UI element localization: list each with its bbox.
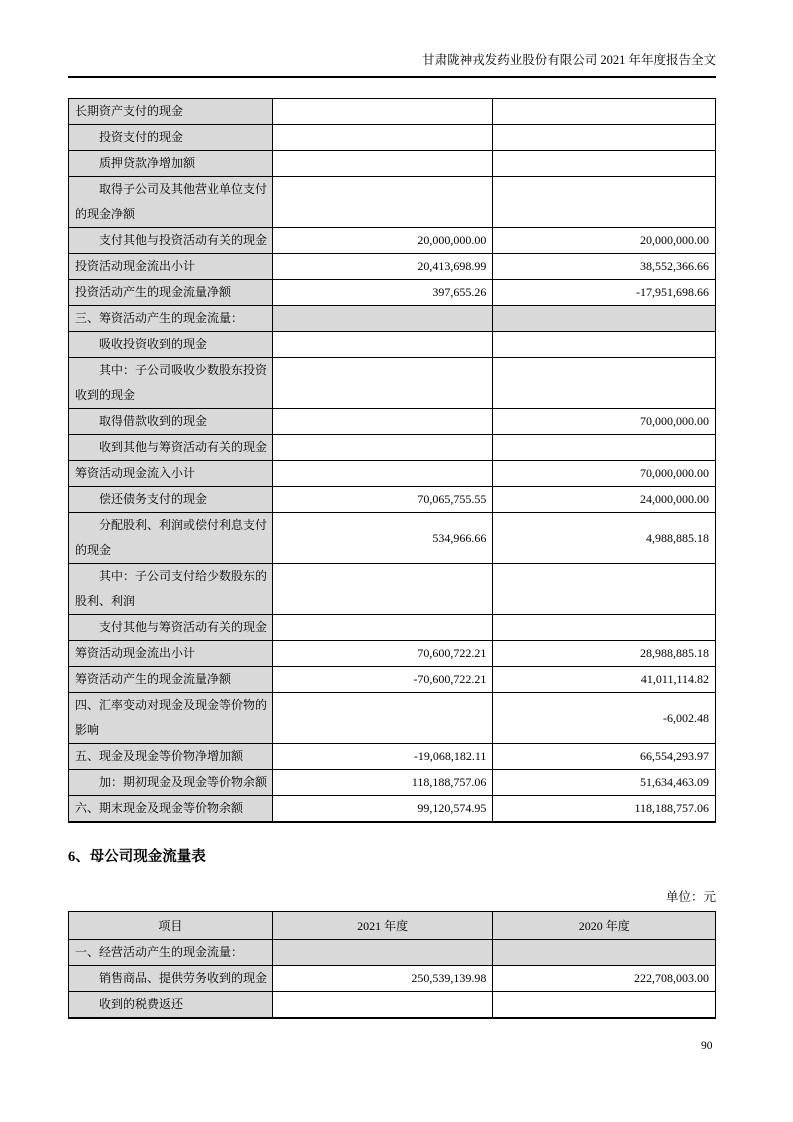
- value-2021-cell: [272, 693, 493, 744]
- value-2021-cell: 118,188,757.06: [272, 770, 493, 796]
- value-2021-cell: [272, 151, 493, 177]
- value-2020-cell: 66,554,293.97: [493, 744, 716, 770]
- value-2021-cell: 20,000,000.00: [272, 228, 493, 254]
- value-2021-cell: [272, 332, 493, 358]
- value-2020-cell: 4,988,885.18: [493, 513, 716, 564]
- table-row: [69, 513, 716, 564]
- row-label-cell: 投资活动产生的现金流量净额: [69, 280, 273, 306]
- row-label-cell: 吸收投资收到的现金: [69, 332, 273, 358]
- value-2020-cell: [493, 358, 716, 409]
- value-2020-cell: [493, 151, 716, 177]
- value-2021-cell: [272, 992, 493, 1019]
- row-label-cell: 偿还债务支付的现金: [69, 487, 273, 513]
- row-label-cell: 质押贷款净增加额: [69, 151, 273, 177]
- table-row: [69, 177, 716, 228]
- value-2020-cell: [493, 177, 716, 228]
- table-row: [69, 487, 716, 513]
- value-2020-cell: [493, 564, 716, 615]
- section-heading: 6、母公司现金流量表: [68, 849, 206, 865]
- column-header-2021: 2021 年度: [272, 912, 493, 940]
- value-2021-cell: 70,600,722.21: [272, 641, 493, 667]
- value-2020-cell: -17,951,698.66: [493, 280, 716, 306]
- table-row: [69, 992, 716, 1019]
- table-row: [69, 306, 716, 332]
- value-2021-cell: [272, 564, 493, 615]
- value-2021-cell: 99,120,574.95: [272, 796, 493, 823]
- table-row: [69, 744, 716, 770]
- table-row: [69, 615, 716, 641]
- consolidated-cashflow-table-body: [69, 99, 716, 823]
- value-2020-cell: 38,552,366.66: [493, 254, 716, 280]
- value-2021-cell: [272, 177, 493, 228]
- value-2020-cell: 28,988,885.18: [493, 641, 716, 667]
- row-label-cell: 投资支付的现金: [69, 125, 273, 151]
- value-2020-cell: [493, 615, 716, 641]
- value-2020-cell: 51,634,463.09: [493, 770, 716, 796]
- table-row: [69, 151, 716, 177]
- table-row: [69, 461, 716, 487]
- value-2020-cell: -6,002.48: [493, 693, 716, 744]
- parent-company-cashflow-table: [68, 911, 716, 1019]
- row-label-cell: 五、现金及现金等价物净增加额: [69, 744, 273, 770]
- value-2021-cell: 70,065,755.55: [272, 487, 493, 513]
- value-2021-cell: [272, 940, 493, 966]
- value-2021-cell: 20,413,698.99: [272, 254, 493, 280]
- row-label-cell: 分配股利、利润或偿付利息支付的现金: [69, 513, 273, 564]
- value-2020-cell: 118,188,757.06: [493, 796, 716, 823]
- table-header-row: [69, 912, 716, 940]
- value-2021-cell: [272, 306, 493, 332]
- page-number: 90: [701, 1040, 713, 1052]
- table-row: [69, 770, 716, 796]
- value-2020-cell: 41,011,114.82: [493, 667, 716, 693]
- value-2021-cell: [272, 615, 493, 641]
- table-row: [69, 564, 716, 615]
- row-label-cell: 长期资产支付的现金: [69, 99, 273, 125]
- table-row: [69, 641, 716, 667]
- table-row: [69, 409, 716, 435]
- row-label-cell: 投资活动现金流出小计: [69, 254, 273, 280]
- value-2021-cell: [272, 435, 493, 461]
- row-label-cell: 筹资活动现金流出小计: [69, 641, 273, 667]
- page-header-title: 甘肃陇神戎发药业股份有限公司 2021 年年度报告全文: [422, 53, 716, 67]
- value-2021-cell: [272, 358, 493, 409]
- table-row: [69, 280, 716, 306]
- value-2020-cell: 70,000,000.00: [493, 461, 716, 487]
- table-row: [69, 125, 716, 151]
- value-2021-cell: [272, 125, 493, 151]
- table-row: [69, 358, 716, 409]
- table-row: [69, 99, 716, 125]
- value-2021-cell: [272, 99, 493, 125]
- consolidated-cashflow-table-continued: [68, 98, 716, 823]
- value-2021-cell: 250,539,139.98: [272, 966, 493, 992]
- table-row: [69, 332, 716, 358]
- row-label-cell: 支付其他与筹资活动有关的现金: [69, 615, 273, 641]
- column-header-item: 项目: [69, 912, 273, 940]
- row-label-cell: 收到的税费返还: [69, 992, 273, 1019]
- value-2020-cell: [493, 940, 716, 966]
- row-label-cell: 其中：子公司吸收少数股东投资收到的现金: [69, 358, 273, 409]
- row-label-cell: 销售商品、提供劳务收到的现金: [69, 966, 273, 992]
- value-2020-cell: [493, 992, 716, 1019]
- page-header: [68, 52, 716, 78]
- row-label-cell: 收到其他与筹资活动有关的现金: [69, 435, 273, 461]
- row-label-cell: 其中：子公司支付给少数股东的股利、利润: [69, 564, 273, 615]
- table-row: [69, 435, 716, 461]
- row-label-cell: 加：期初现金及现金等价物余额: [69, 770, 273, 796]
- row-label-cell: 筹资活动产生的现金流量净额: [69, 667, 273, 693]
- parent-cashflow-table-body: [69, 940, 716, 1019]
- value-2020-cell: [493, 332, 716, 358]
- row-label-cell: 取得借款收到的现金: [69, 409, 273, 435]
- row-label-cell: 一、经营活动产生的现金流量：: [69, 940, 273, 966]
- value-2020-cell: 70,000,000.00: [493, 409, 716, 435]
- table-row: [69, 693, 716, 744]
- value-2020-cell: 222,708,003.00: [493, 966, 716, 992]
- value-2021-cell: [272, 409, 493, 435]
- value-2021-cell: -19,068,182.11: [272, 744, 493, 770]
- table-row: [69, 796, 716, 823]
- table-row: [69, 228, 716, 254]
- table-row: [69, 940, 716, 966]
- row-label-cell: 取得子公司及其他营业单位支付的现金净额: [69, 177, 273, 228]
- page-content: [68, 0, 716, 1019]
- table-row: [69, 254, 716, 280]
- value-2020-cell: [493, 99, 716, 125]
- row-label-cell: 筹资活动现金流入小计: [69, 461, 273, 487]
- value-2020-cell: 24,000,000.00: [493, 487, 716, 513]
- column-header-2020: 2020 年度: [493, 912, 716, 940]
- row-label-cell: 六、期末现金及现金等价物余额: [69, 796, 273, 823]
- table-row: [69, 667, 716, 693]
- unit-label: 单位：元: [665, 890, 716, 904]
- row-label-cell: 四、汇率变动对现金及现金等价物的影响: [69, 693, 273, 744]
- row-label-cell: 支付其他与投资活动有关的现金: [69, 228, 273, 254]
- value-2020-cell: 20,000,000.00: [493, 228, 716, 254]
- value-2021-cell: [272, 461, 493, 487]
- value-2021-cell: 397,655.26: [272, 280, 493, 306]
- value-2020-cell: [493, 435, 716, 461]
- value-2020-cell: [493, 125, 716, 151]
- value-2021-cell: 534,966.66: [272, 513, 493, 564]
- value-2020-cell: [493, 306, 716, 332]
- parent-cashflow-table-head: [69, 912, 716, 940]
- table-row: [69, 966, 716, 992]
- value-2021-cell: -70,600,722.21: [272, 667, 493, 693]
- row-label-cell: 三、筹资活动产生的现金流量：: [69, 306, 273, 332]
